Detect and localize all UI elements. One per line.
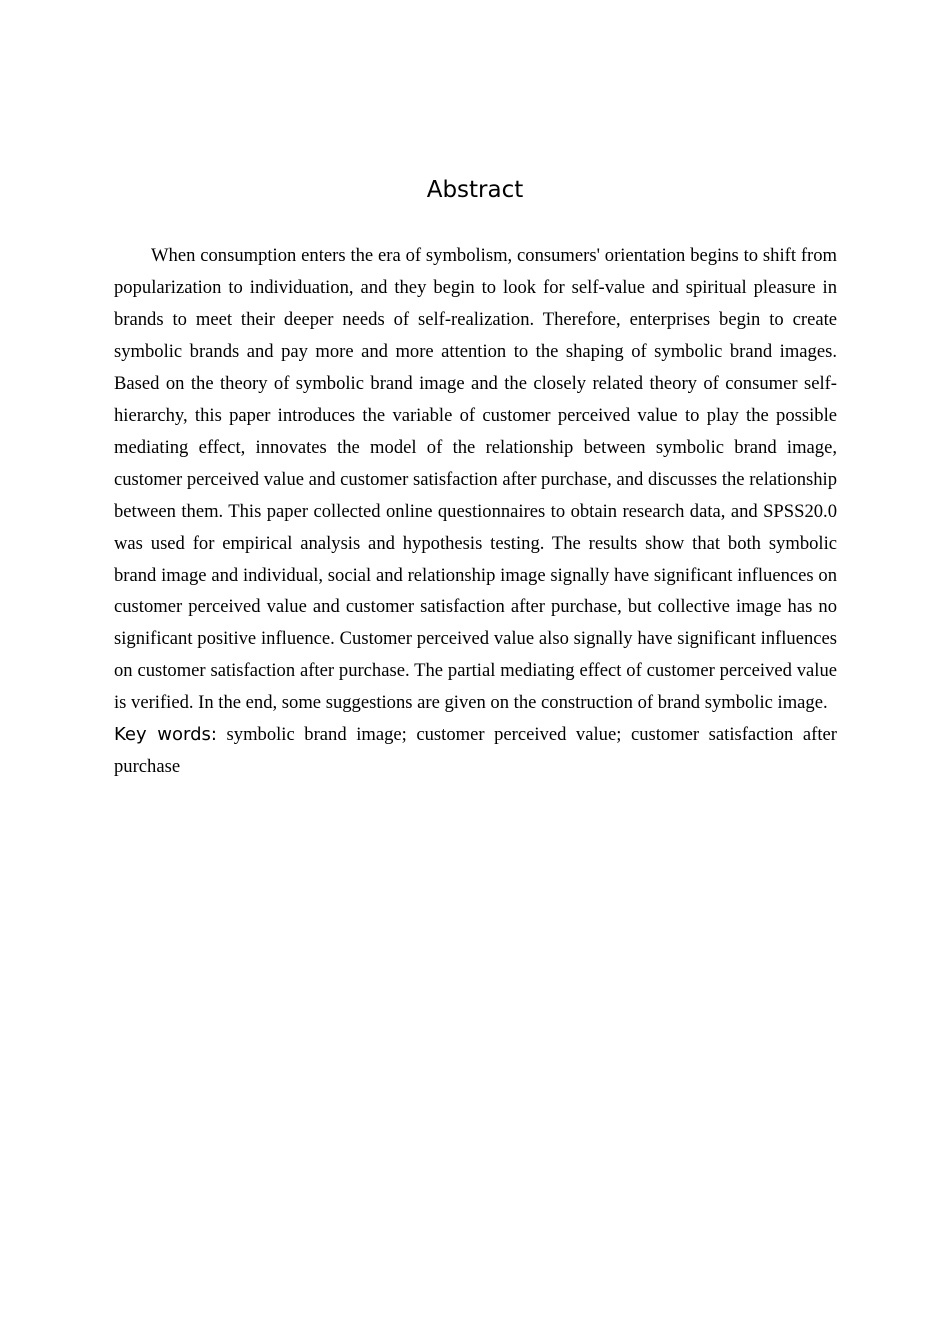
keywords-text: symbolic brand image; customer perceived value; customer satisfaction after purchase bbox=[114, 724, 837, 778]
abstract-section bbox=[114, 240, 837, 783]
page-title: Abstract bbox=[426, 177, 524, 203]
keywords-paragraph bbox=[114, 719, 837, 783]
abstract-paragraph: When consumption enters the era of symbolism, consumers' orientation begins to shift from popularization to individuation, and they begin to look for self-value and spiritual pleasure in brands to meet their deeper needs of self-realization. Therefore, enterprises begin to create symbolic brands and pay more and more attention to the shaping of symbolic brand images. Based on the theory of symbolic brand image and the closely related theory of consumer self-hierarchy, this paper introduces the variable of customer perceived value to play the possible mediating effect, innovates the model of the relationship between symbolic brand image, customer perceived value and customer satisfaction after purchase, and discusses the relationship between them. This paper collected online questionnaires to obtain research data, and SPSS20.0 was used for empirical analysis and hypothesis testing. The results show that both symbolic brand image and individual, social and relationship image signally have significant influences on customer perceived value and customer satisfaction after purchase, but collective image has no significant positive influence. Customer perceived value also signally have significant influences on customer satisfaction after purchase. The partial mediating effect of customer perceived value is verified. In the end, some suggestions are given on the construction of brand symbolic image. bbox=[114, 245, 837, 714]
keywords-label: Key words: bbox=[114, 724, 217, 746]
